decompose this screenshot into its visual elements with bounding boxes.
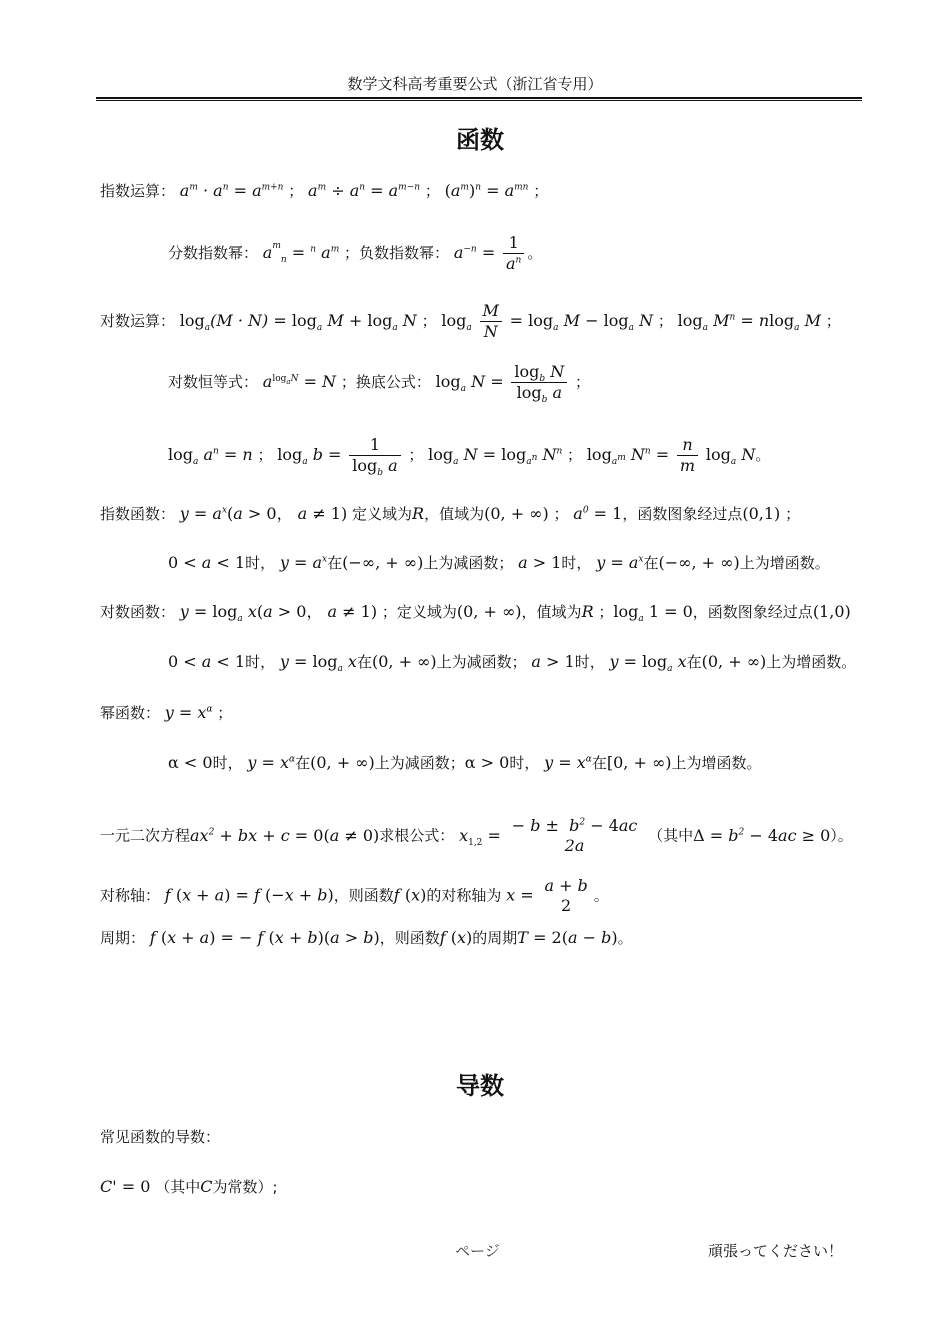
formula-frac-neg-exp: 分数指数幂： $a^m_n = ^n$ $a^m$ ；负数指数幂： $a^{-n}$ = $\frac{1}{a^n}$ 。	[168, 233, 543, 273]
section-title-derivatives: 导数	[456, 1072, 504, 1100]
formula-log-func: 对数函数： $y = \log_a x(a > 0$， a ≠ 1) ；定义域为(0, + ∞)，值域为R ；$\log_a 1 = 0$，函数图象经过点(1,0)	[100, 602, 851, 625]
label-log-identity: 对数恒等式：	[168, 373, 259, 391]
footer-page: ページ	[455, 1242, 500, 1260]
label-frac-exp: 分数指数幂：	[168, 244, 259, 262]
formula-log-cases: 0 < a < 1时， $y = \log_a x$在(0, + ∞)上为减函数； a > 1时， $y = \log_a x$在(0, + ∞)上为增函数。	[168, 652, 857, 675]
label-log-ops: 对数运算：	[100, 312, 176, 330]
label-exp-ops: 指数运算：	[100, 182, 176, 200]
formula-log-extra: $\log_a a^n = n$ ； $\log_a b$ = $\frac{1}{\log_b a}$ ； $\log_a N = \log_{a^n} N^n$ ； $\log_{a^m} N^n$ = $\frac{n}{m}$ $\log_a N$。	[168, 435, 771, 479]
label-sym-axis: 对称轴：	[100, 886, 161, 905]
formula-power-func: 幂函数： $y = x^\alpha$ ；	[100, 703, 233, 722]
formula-power-cases: α < 0时， $y = x^\alpha$在(0, + ∞)上为减函数；α > 0时， $y = x^\alpha$在[0, + ∞)上为增函数。	[168, 753, 762, 772]
formula-exp-ops: 指数运算： $a^m \cdot a^n = a^{m+n}$ ； $a^m \div a^n = a^{m-n}$ ； $(a^m)^n = a^{mn}$ ；	[100, 181, 549, 200]
formula-const-derivative: C' = 0 （其中C为常数）;	[100, 1177, 278, 1196]
formula-symmetry-axis: 对称轴： f (x + a) = f (−x + b)，则函数f (x)的对称轴为 x = a + b 2 。	[100, 876, 609, 915]
header-rule	[96, 97, 862, 99]
header-rule-thin	[96, 100, 862, 101]
formula-period: 周期： f (x + a) = − f (x + b)(a > b)，则函数f (x)的周期T = 2(a − b)。	[100, 928, 633, 947]
label-period: 周期：	[100, 929, 146, 947]
formula-quadratic: 一元二次方程$ax^2$ + bx + c = 0(a ≠ 0)求根公式： $x_{1,2}$ = − $b \pm b^2 - 4ac$ 2a （其中$\Delta = b^2 - 4ac \ge 0$）。	[100, 816, 853, 855]
page-header: 数学文科高考重要公式（浙江省专用）	[347, 75, 603, 93]
derivatives-intro: 常见函数的导数：	[100, 1128, 221, 1146]
label-exp-func: 指数函数：	[100, 505, 176, 523]
label-neg-exp: ；负数指数幂：	[344, 244, 450, 262]
label-change-base: ；换底公式：	[340, 373, 431, 391]
formula-exp-cases: 0 < a < 1时， $y = a^x$在(−∞, + ∞)上为减函数； a > 1时， $y = a^x$在(−∞, + ∞)上为增函数。	[168, 553, 830, 572]
label-quadratic: 一元二次方程	[100, 826, 191, 845]
formula-log-identity: 对数恒等式： $a^{log_aN} = N$ ；换底公式： $\log_a N$ = $\frac{\log_b N}{\log_b a}$ ；	[168, 362, 591, 406]
formula-exp-func: 指数函数： $y = a^x(a > 0$， a ≠ 1) 定义域为R，值域为(0, + ∞) ； $a^0 = 1$，函数图象经过点(0,1) ；	[100, 504, 801, 523]
label-log-func: 对数函数：	[100, 603, 176, 621]
section-title-functions: 函数	[456, 126, 504, 154]
label-power-func: 幂函数：	[100, 704, 161, 722]
footer-motto: 頑張ってください！	[708, 1242, 844, 1260]
formula-log-ops: 对数运算： $\log_a(M \cdot N) = \log_a M + \log_a N$ ； $\log_a$ $\frac{M}{N}$ = $\log_a M - \log_a N$ ； $\log_a M^n = nlog_a$ M ；	[100, 301, 841, 341]
